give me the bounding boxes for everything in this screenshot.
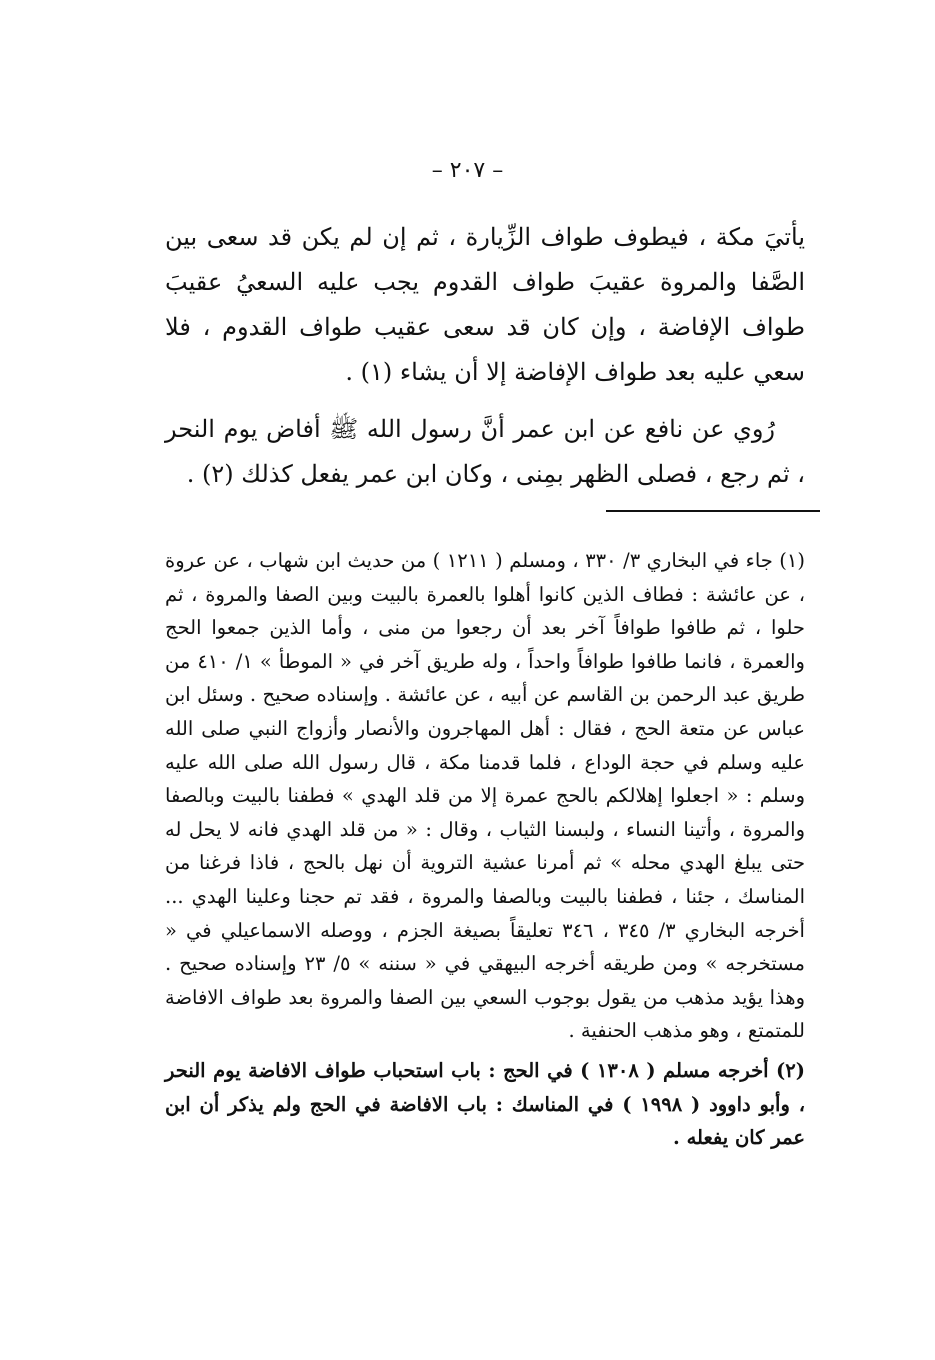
main-text	[165, 215, 805, 497]
main-paragraph-2: رُوي عن نافع عن ابن عمر أنَّ رسول الله ﷺ أفاض يوم النحر ، ثم رجع ، فصلى الظهر بمِنى ، وكان ابن عمر يفعل كذلك (٢) .	[165, 415, 805, 488]
footnote-2: (٢) أخرجه مسلم ( ١٣٠٨ ) في الحج : باب استحباب طواف الافاضة يوم النحر ، وأبو داوود ( ١٩٩٨ ) في المناسك : باب الافاضة في الحج ولم يذكر أن ابن عمر كان يفعله .	[165, 1058, 806, 1150]
footnotes	[165, 544, 805, 1155]
footnote-divider	[606, 510, 820, 512]
main-paragraph-1: يأتيَ مكة ، فيطوف طواف الزِّيارة ، ثم إن لم يكن قد سعى بين الصَّفا والمروة عقيبَ طواف القدوم يجب عليه السعيُ عقيبَ طواف الإفاضة ، وإن كان قد سعى عقيب طواف القدوم ، فلا سعي عليه بعد طواف الإفاضة إلا أن يشاء (١) .	[165, 223, 805, 386]
footnote-1: (١) جاء في البخاري ٣/ ٣٣٠ ، ومسلم ( ١٢١١ ) من حديث ابن شهاب ، عن عروة ، عن عائشة : فطاف الذين كانوا أهلوا بالعمرة بالبيت وبين الصفا والمروة ، ثم حلوا ، ثم طافوا طوافاً آخر بعد أن رجعوا من منى ، وأما الذين جمعوا الحج والعمرة ، فانما طافوا طوافاً واحداً ، وله طريق آخر في « الموطأ » ١/ ٤١٠ من طريق عبد الرحمن بن القاسم عن أبيه ، عن عائشة . وإسناده صحيح . وسئل ابن عباس عن متعة الحج ، فقال : أهل المهاجرون والأنصار وأزواج النبي صلى الله عليه وسلم في حجة الوداع ، فلما قدمنا مكة ، قال رسول الله صلى الله عليه وسلم : « اجعلوا إهلالكم بالحج عمرة إلا من قلد الهدي » فطفنا بالبيت وبالصفا والمروة ، وأتينا النساء ، ولبسنا الثياب ، وقال : « من قلد الهدي فانه لا يحل له حتى يبلغ الهدي محله » ثم أمرنا عشية التروية أن نهل بالحج ، فاذا فرغنا من المناسك ، جئنا ، فطفنا بالبيت وبالصفا والمروة ، فقد تم حجنا وعلينا الهدي ... أخرجه البخاري ٣/ ٣٤٥ ، ٣٤٦ تعليقاً بصيغة الجزم ، ووصله الاسماعيلي في « مستخرجه » ومن طريقه أخرجه البيهقي في « سننه » ٥/ ٢٣ وإسناده صحيح . وهذا يؤيد مذهب من يقول بوجوب السعي بين الصفا والمروة بعد طواف الافاضة للمتمتع ، وهو مذهب الحنفية .	[165, 549, 806, 1043]
page-number: – ٢٠٧ –	[431, 158, 504, 183]
